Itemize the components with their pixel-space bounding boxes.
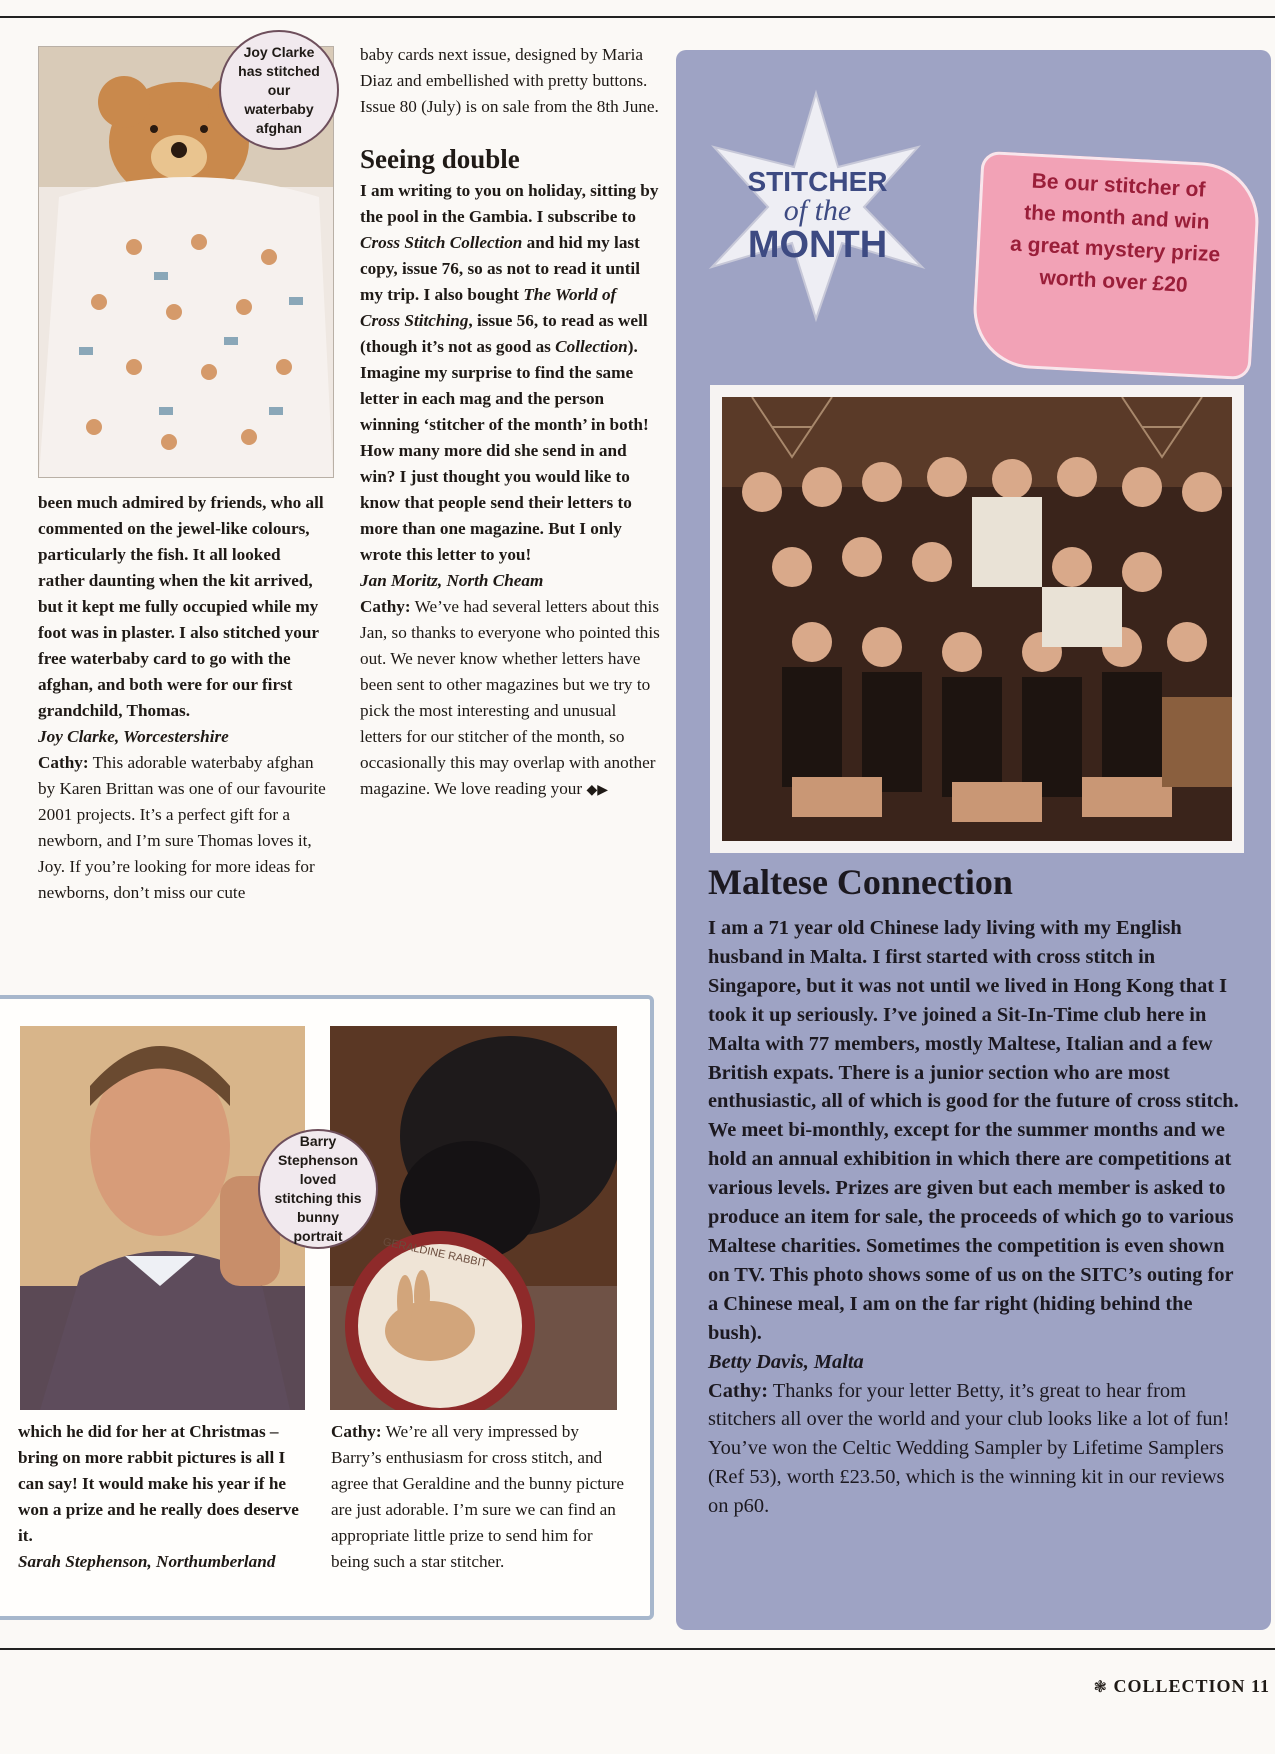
jan-signature: Jan Moritz, North Cheam [360,571,544,590]
cathy-label-2: Cathy: [360,597,411,616]
betty-letter: I am a 71 year old Chinese lady living with my English husband in Malta. I first started with cross stitch in Singapore, but it was not until we lived in Hong Kong that I took it up seriously. I’ve joined a Sit-In-Time club here in Malta with 77 members, mostly Maltese, Italian and a few British expats. There is a junior section who are most enthusiastic, all of which is good for the future of cross stitch. We meet bi-monthly, except for the summer months and we hold an annual exhibition in which there are competitions at various levels. Prizes are given but each member is asked to produce an item for sale, the proceeds of which go to various Maltese charities. Sometimes the competition is even shown on TV. This photo shows some of us on the SITC’s outing for a Chinese meal, I am on the far right (hiding behind the bush). [708,917,1239,1344]
barry-letter-text [18,1419,308,1575]
continuation-text: baby cards next issue, designed by Maria Diaz and embellished with pretty buttons. Issue 80 (July) is on sale from the 8th June. [360,45,659,116]
bottom-rule [0,1648,1275,1650]
barry-photo [20,1026,305,1410]
cathy-label: Cathy: [38,753,89,772]
group-photo-frame [710,385,1244,853]
cathy-reply-barry: We’re all very impressed by Barry’s enthusiasm for cross stitch, and agree that Geraldine and the bunny picture are just adorable. I’m sure we can find an appropriate little prize to send him for being such a star stitcher. [331,1422,625,1571]
barry-box [0,995,654,1620]
cathy-reply-jan: We’ve had several letters about this Jan, so thanks to everyone who pointed this out. We never know whether letters have been sent to other magazines but we try to pick the most interesting and unusual letters for our stitcher of the month, so occasionally this may overlap with another magazine. We love reading your [360,597,660,798]
cathy-reply-joy: This adorable waterbaby afghan by Karen Brittan was one of our favourite 2001 projects. It’s a perfect gift for a newborn, and I’m sure Thomas loves it, Joy. If you’re looking for more ideas for newborns, don’t miss our cute [38,753,326,902]
bunny-portrait-photo [330,1026,617,1410]
joy-letter: been much admired by friends, who all commented on the jewel-like colours, particularly the fish. It all looked rather daunting when the kit arrived, but it kept me fully occupied while my foot was in plaster. I also stitched your free waterbaby card to go with the afghan, and both were for our first grandchild, Thomas. [38,493,324,720]
sarah-signature: Sarah Stephenson, Northumberland [18,1552,276,1571]
badge-line-3: MONTH [747,224,888,266]
barry-photo-caption: Barry Stephenson loved stitching this bunny portrait [258,1129,378,1249]
badge-line-2: of the [783,194,852,227]
badge-text [740,168,895,264]
barry-letter: which he did for her at Christmas – bring on more rabbit pictures is all I can say! It would make his year if he won a prize and he really does deserve it. [18,1422,299,1545]
top-rule [0,16,1275,18]
cathy-reply-betty: Thanks for your letter Betty, it’s great to hear from stitchers all over the world and your club looks like a lot of fun! You’ve won the Celtic Wedding Sampler by Lifetime Samplers (Ref 53), worth £23.50, which is the winning kit in our reviews on p60. [708,1379,1230,1518]
stitcher-of-month-panel [676,50,1271,1630]
group-photo [722,397,1232,841]
footer [1092,1676,1270,1697]
continue-arrow-icon: ◆▶ [586,783,608,798]
cathy-label-3: Cathy: [708,1379,769,1402]
joy-signature: Joy Clarke, Worcestershire [38,727,229,746]
barry-cathy-text [331,1419,629,1575]
column-2-text [360,42,660,804]
flower-icon: ❃ [1093,1677,1108,1696]
panel-text [708,914,1248,1521]
column-1-text [38,490,328,906]
page-number: 11 [1250,1676,1270,1696]
ribbon-text: Be our stitcher of the month and win a great mystery prize worth over £20 [1009,169,1221,297]
betty-signature: Betty Davis, Malta [708,1350,864,1373]
afghan-photo-caption: Joy Clarke has stitched our waterbaby afghan [219,30,339,150]
badge-line-1: STITCHER [747,166,888,197]
maltese-connection-title: Maltese Connection [708,862,1013,902]
seeing-double-heading: Seeing double [360,144,520,174]
jan-letter: I am writing to you on holiday, sitting by the pool in the Gambia. I subscribe to Cross Stitch Collection and hid my last copy, issue 76, so as not to read it until my trip. I also bought The World of Cross Stitching, issue 56, to read as well (though it’s not as good as Collection). Imagine my surprise to find the same letter in each mag and the person winning ‘stitcher of the month’ in both! How many more did she send in and win? I just thought you would like to know that people send their letters to more than one magazine. But I only wrote this letter to you! [360,181,659,564]
footer-magazine-name: COLLECTION [1113,1676,1246,1696]
cathy-label-4: Cathy: [331,1422,382,1441]
hoop-text: GERALDINE RABBIT [381,1236,489,1270]
